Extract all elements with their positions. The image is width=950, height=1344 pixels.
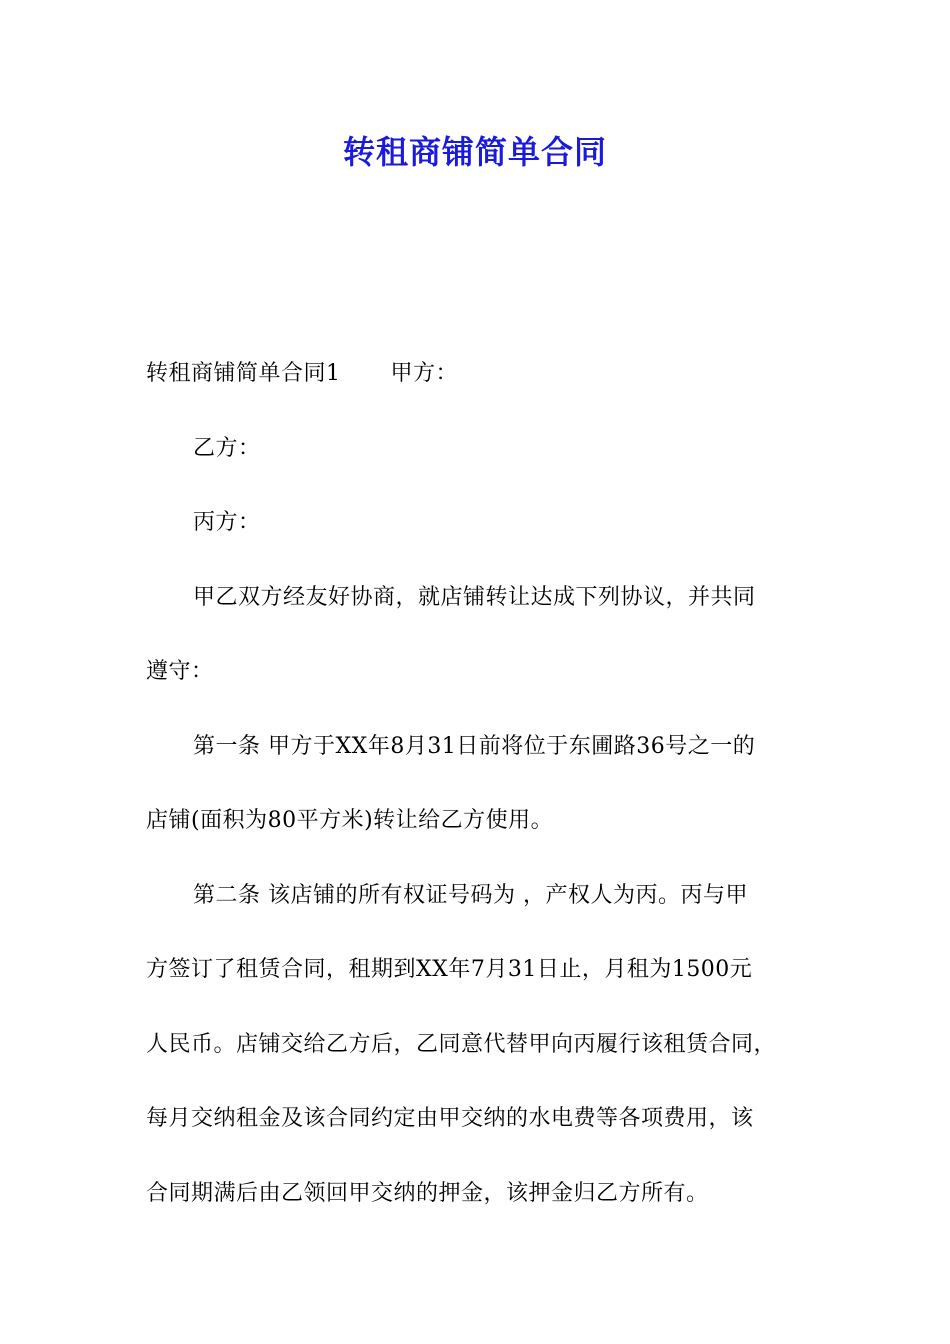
document-title: 转租商铺简单合同	[342, 133, 607, 171]
contract-heading-line	[146, 337, 816, 412]
article-2-line-5: 合同期满后由乙领回甲交纳的押金，该押金归乙方所有。	[146, 1180, 709, 1206]
document-body	[146, 337, 816, 1231]
preamble-line-1: 甲乙双方经友好协商，就店铺转让达成下列协议，并共同	[193, 584, 756, 610]
article-2-line-1: 第二条 该店铺的所有权证号码为 ，产权人为丙。丙与甲	[193, 882, 748, 908]
article-1-line-2: 店铺(面积为80平方米)转让给乙方使用。	[146, 808, 554, 833]
article-2-line-3: 人民币。店铺交给乙方后，乙同意代替甲向丙履行该租赁合同，	[146, 1031, 777, 1057]
article-2-line-4: 每月交纳租金及该合同约定由甲交纳的水电费等各项费用，该	[146, 1106, 754, 1131]
contract-subtitle: 转租商铺简单合同1	[146, 361, 341, 386]
preamble-line-2: 遵守：	[146, 659, 214, 684]
party-c-label: 丙方：	[193, 510, 261, 535]
article-1-line-1: 第一条 甲方于XX年8月31日前将位于东圃路36号之一的	[193, 733, 756, 759]
party-a-label: 甲方：	[390, 361, 459, 386]
article-2-line-2: 方签订了租赁合同，租期到XX年7月31日止，月租为1500元	[146, 957, 753, 982]
party-b-label: 乙方：	[193, 435, 261, 461]
